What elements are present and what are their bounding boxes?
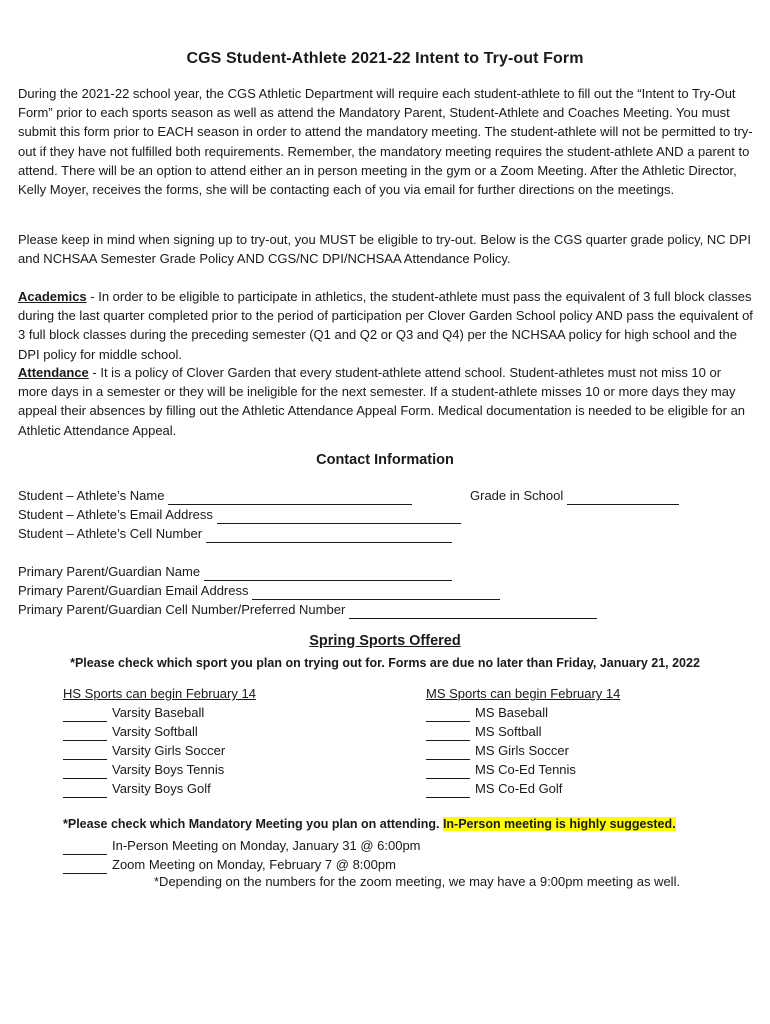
ms-sport-check[interactable] — [426, 783, 470, 798]
hs-sport-option[interactable] — [63, 760, 256, 779]
parent-name-field[interactable] — [204, 565, 452, 581]
parent-email-row — [18, 581, 500, 600]
hs-sport-option[interactable] — [63, 779, 256, 798]
contact-heading: Contact Information — [316, 452, 454, 468]
ms-sport-option[interactable] — [426, 760, 620, 779]
attendance-label: Attendance — [18, 365, 89, 380]
attendance-policy — [18, 363, 754, 440]
ms-sport-check[interactable] — [426, 764, 470, 779]
meeting-option-label: In-Person Meeting on Monday, January 31 @ 6:00pm — [112, 838, 421, 853]
ms-sports-column — [426, 684, 620, 798]
parent-name-label: Primary Parent/Guardian Name — [18, 564, 201, 579]
meeting-notice — [63, 817, 676, 831]
hs-sports-heading: HS Sports can begin February 14 — [63, 686, 256, 701]
parent-email-field[interactable] — [252, 584, 500, 600]
ms-sport-label: MS Softball — [475, 724, 542, 739]
hs-sport-option[interactable] — [63, 722, 256, 741]
parent-name-row — [18, 562, 452, 581]
ms-sport-label: MS Girls Soccer — [475, 743, 569, 758]
hs-sport-label: Varsity Boys Tennis — [112, 762, 225, 777]
sports-heading: Spring Sports Offered — [309, 633, 461, 649]
ms-sport-label: MS Co-Ed Tennis — [475, 762, 576, 777]
hs-sport-option[interactable] — [63, 703, 256, 722]
academics-policy — [18, 287, 754, 364]
student-name-field[interactable] — [168, 489, 412, 505]
meeting-footnote: *Depending on the numbers for the zoom meeting, we may have a 9:00pm meeting as well. — [154, 874, 681, 889]
intro-paragraph: During the 2021-22 school year, the CGS Athletic Department will require each student-athlete to fill out the “Intent to Try-Out Form” prior to each sports season as well as attend the Mandatory Parent, Student-Athlete and Coaches Meeting. You must submit this form prior to EACH season in order to attend the mandatory meeting. The student-athlete will not be permitted to try-out if they have not fulfilled both requirements. Remember, the mandatory meeting requires the student-athlete AND a parent to attend. There will be an option to attend either an in person meeting in the gym or a Zoom Meeting. After the Athletic Director, Kelly Moyer, receives the forms, she will be contacting each of you via email for further directions on the meetings. — [18, 86, 753, 198]
hs-sport-check[interactable] — [63, 764, 107, 779]
ms-sport-option[interactable] — [426, 703, 620, 722]
grade-label: Grade in School — [470, 488, 564, 503]
student-cell-label: Student – Athlete’s Cell Number — [18, 526, 203, 541]
academics-label: Academics — [18, 289, 87, 304]
meeting-check[interactable] — [63, 840, 107, 855]
eligibility-paragraph: Please keep in mind when signing up to try-out, you MUST be eligible to try-out. Below is the CGS quarter grade policy, NC DPI and NCHSAA Semester Grade Policy AND CGS/NC DPI/NCHSAA Attendance Policy. — [18, 232, 751, 267]
meeting-option-label: Zoom Meeting on Monday, February 7 @ 8:00pm — [112, 857, 396, 872]
ms-sport-check[interactable] — [426, 726, 470, 741]
page-title: CGS Student-Athlete 2021-22 Intent to Try-out Form — [186, 50, 584, 67]
hs-sport-check[interactable] — [63, 726, 107, 741]
parent-email-label: Primary Parent/Guardian Email Address — [18, 583, 249, 598]
meeting-notice-text: *Please check which Mandatory Meeting you plan on attending. — [63, 817, 443, 831]
ms-sport-option[interactable] — [426, 779, 620, 798]
hs-sport-check[interactable] — [63, 783, 107, 798]
hs-sport-label: Varsity Girls Soccer — [112, 743, 226, 758]
student-email-field[interactable] — [217, 508, 461, 524]
hs-sport-option[interactable] — [63, 741, 256, 760]
meeting-highlight: In-Person meeting is highly suggested. — [442, 817, 676, 831]
meeting-option-zoom[interactable] — [63, 855, 396, 874]
grade-field[interactable] — [567, 489, 679, 505]
attendance-text: - It is a policy of Clover Garden that every student-athlete attend school. Student-athletes must not miss 10 or more days in a semester or they will be ineligible for the next semester. If a student-athlete misses 10 or more days they may appeal their absences by filling out the Athletic Attendance Appeal Form. Medical documentation is needed to be eligible for an Athletic Attendance Appeal. — [18, 365, 746, 438]
ms-sport-label: MS Baseball — [475, 705, 548, 720]
student-cell-row — [18, 524, 452, 543]
ms-sports-heading: MS Sports can begin February 14 — [426, 686, 621, 701]
student-email-row — [18, 505, 461, 524]
hs-sport-label: Varsity Softball — [112, 724, 198, 739]
sports-notice: *Please check which sport you plan on trying out for. Forms are due no later than Friday, January 21, 2022 — [70, 656, 700, 670]
student-email-label: Student – Athlete’s Email Address — [18, 507, 213, 522]
ms-sport-check[interactable] — [426, 745, 470, 760]
ms-sport-label: MS Co-Ed Golf — [475, 781, 563, 796]
hs-sport-check[interactable] — [63, 707, 107, 722]
ms-sport-check[interactable] — [426, 707, 470, 722]
parent-cell-label: Primary Parent/Guardian Cell Number/Preferred Number — [18, 602, 346, 617]
student-name-row — [18, 486, 412, 505]
parent-cell-row — [18, 600, 597, 619]
meeting-option-in-person[interactable] — [63, 836, 421, 855]
hs-sports-column — [63, 684, 256, 798]
student-name-label: Student – Athlete’s Name — [18, 488, 165, 503]
hs-sport-label: Varsity Baseball — [112, 705, 205, 720]
meeting-check[interactable] — [63, 859, 107, 874]
academics-text: - In order to be eligible to participate in athletics, the student-athlete must pass the equivalent of 3 full block classes during the last quarter completed prior to the period of participation per Clover Garden School policy AND pass the equivalent of 3 full block classes during the preceding semester (Q1 and Q2 or Q3 and Q4) per the NCHSAA policy for high school and the DPI policy for middle school. — [18, 289, 753, 362]
hs-sport-label: Varsity Boys Golf — [112, 781, 211, 796]
grade-row — [470, 486, 679, 505]
parent-cell-field[interactable] — [349, 603, 597, 619]
hs-sport-check[interactable] — [63, 745, 107, 760]
ms-sport-option[interactable] — [426, 722, 620, 741]
ms-sport-option[interactable] — [426, 741, 620, 760]
student-cell-field[interactable] — [206, 527, 452, 543]
